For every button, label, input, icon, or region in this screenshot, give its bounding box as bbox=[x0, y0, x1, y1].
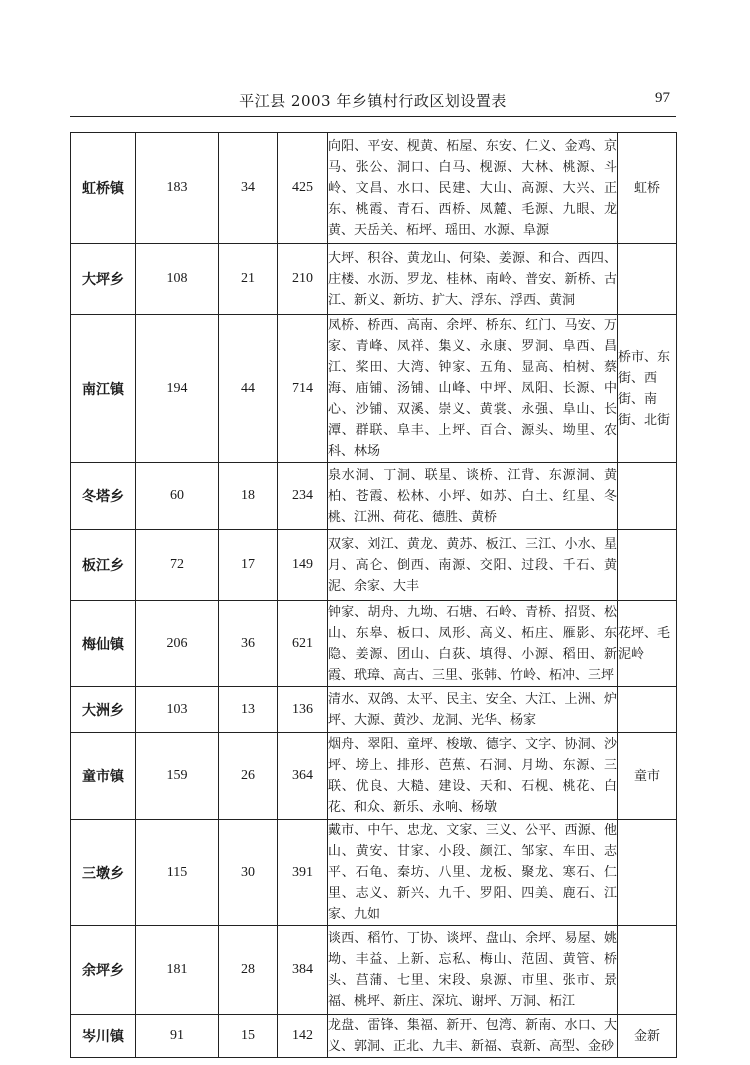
count-b: 28 bbox=[219, 926, 278, 1015]
town-name: 童市镇 bbox=[71, 733, 136, 820]
count-a: 206 bbox=[136, 601, 219, 687]
village-list: 谈西、稻竹、丁协、谈坪、盘山、余坪、易屋、姚坳、丰益、上新、忘私、梅山、范固、黄管、桥头、莒蒲、七里、宋段、泉源、市里、张市、景福、桃坪、新庄、深坑、谢坪、万洞、柘江 bbox=[328, 926, 618, 1015]
count-c: 621 bbox=[278, 601, 328, 687]
table-row bbox=[71, 463, 677, 530]
table-row bbox=[71, 733, 677, 820]
resident-committee bbox=[618, 926, 677, 1015]
page-header bbox=[70, 88, 676, 117]
page-title: 平江县 2003 年乡镇村行政区划设置表 bbox=[239, 92, 507, 110]
village-list: 泉水洞、丁洞、联星、谈桥、江背、东源洞、黄柏、苍霞、松林、小坪、如苏、白土、红星、冬桃、江洲、荷花、德胜、黄桥 bbox=[328, 463, 618, 530]
town-name: 大坪乡 bbox=[71, 244, 136, 315]
count-c: 142 bbox=[278, 1015, 328, 1058]
count-c: 234 bbox=[278, 463, 328, 530]
count-b: 18 bbox=[219, 463, 278, 530]
town-name: 梅仙镇 bbox=[71, 601, 136, 687]
count-b: 26 bbox=[219, 733, 278, 820]
town-name: 大洲乡 bbox=[71, 687, 136, 733]
town-name: 余坪乡 bbox=[71, 926, 136, 1015]
town-name: 三墩乡 bbox=[71, 820, 136, 926]
resident-committee bbox=[618, 820, 677, 926]
village-list: 戴市、中午、忠龙、文家、三义、公平、西源、他山、黄安、甘家、小段、颜江、邹家、车田、志平、石龟、秦坊、八里、龙板、聚龙、寒石、仁里、志义、新兴、九千、罗阳、四美、鹿石、江家、九如 bbox=[328, 820, 618, 926]
table-row bbox=[71, 133, 677, 244]
village-list: 清水、双鸽、太平、民主、安全、大江、上洲、炉坪、大源、黄沙、龙洞、光华、杨家 bbox=[328, 687, 618, 733]
village-list: 钟家、胡舟、九坳、石塘、石岭、青桥、招贤、松山、东皋、板口、凤形、高义、柘庄、雁影、东隐、姜源、团山、白荻、填得、小源、稻田、新霞、玳璋、高古、三里、张韩、竹岭、柘冲、三坪 bbox=[328, 601, 618, 687]
page-number: 97 bbox=[655, 90, 670, 106]
count-c: 149 bbox=[278, 530, 328, 601]
count-a: 183 bbox=[136, 133, 219, 244]
count-c: 425 bbox=[278, 133, 328, 244]
town-name: 南江镇 bbox=[71, 315, 136, 463]
count-b: 21 bbox=[219, 244, 278, 315]
division-table bbox=[70, 132, 677, 1058]
count-b: 44 bbox=[219, 315, 278, 463]
count-a: 115 bbox=[136, 820, 219, 926]
village-list: 烟舟、翠阳、童坪、梭墩、德字、文字、协洞、沙坪、塝上、排形、芭蕉、石洞、月坳、东源、三联、优良、大糙、建设、天和、石枧、桃花、白花、和众、新乐、永响、杨墩 bbox=[328, 733, 618, 820]
count-a: 91 bbox=[136, 1015, 219, 1058]
resident-committee bbox=[618, 244, 677, 315]
resident-committee: 童市 bbox=[618, 733, 677, 820]
table-row bbox=[71, 1015, 677, 1058]
count-b: 15 bbox=[219, 1015, 278, 1058]
count-b: 17 bbox=[219, 530, 278, 601]
count-a: 159 bbox=[136, 733, 219, 820]
count-c: 136 bbox=[278, 687, 328, 733]
count-b: 13 bbox=[219, 687, 278, 733]
town-name: 虹桥镇 bbox=[71, 133, 136, 244]
resident-committee: 花坪、毛泥岭 bbox=[618, 601, 677, 687]
village-list: 龙盘、雷锋、集福、新开、包湾、新南、水口、大义、郭洞、正北、九丰、新福、袁新、高型、金砂 bbox=[328, 1015, 618, 1058]
town-name: 板江乡 bbox=[71, 530, 136, 601]
table-row bbox=[71, 926, 677, 1015]
count-c: 384 bbox=[278, 926, 328, 1015]
count-b: 34 bbox=[219, 133, 278, 244]
table-row bbox=[71, 687, 677, 733]
resident-committee bbox=[618, 687, 677, 733]
count-a: 108 bbox=[136, 244, 219, 315]
resident-committee: 虹桥 bbox=[618, 133, 677, 244]
village-list: 凤桥、桥西、高南、余坪、桥东、红门、马安、万家、青峰、凤祥、集义、永康、罗洞、阜西、昌江、桨田、大湾、钟家、五角、显高、柏树、蔡海、庙铺、汤铺、山峰、中坪、凤阳、长源、中心、沙铺、双溪、崇义、黄裳、永强、阜山、长潭、群联、阜丰、上坪、百合、源头、坳里、农科、林场 bbox=[328, 315, 618, 463]
count-c: 391 bbox=[278, 820, 328, 926]
count-a: 72 bbox=[136, 530, 219, 601]
resident-committee bbox=[618, 463, 677, 530]
count-a: 103 bbox=[136, 687, 219, 733]
count-b: 30 bbox=[219, 820, 278, 926]
table-row bbox=[71, 315, 677, 463]
count-a: 194 bbox=[136, 315, 219, 463]
table-row bbox=[71, 530, 677, 601]
table-row bbox=[71, 244, 677, 315]
resident-committee: 桥市、东街、西街、南街、北街 bbox=[618, 315, 677, 463]
count-c: 210 bbox=[278, 244, 328, 315]
count-b: 36 bbox=[219, 601, 278, 687]
town-name: 冬塔乡 bbox=[71, 463, 136, 530]
count-a: 181 bbox=[136, 926, 219, 1015]
count-c: 714 bbox=[278, 315, 328, 463]
table-row bbox=[71, 820, 677, 926]
resident-committee: 金新 bbox=[618, 1015, 677, 1058]
village-list: 向阳、平安、枧黄、柘屋、东安、仁义、金鸡、京马、张公、洞口、白马、枧源、大林、桃源、斗岭、文昌、水口、民建、大山、高源、大兴、正东、桃霞、青石、西桥、凤麓、毛源、九眼、龙黄、天岳关、柘坪、瑶田、水源、阜源 bbox=[328, 133, 618, 244]
village-list: 大坪、积谷、黄龙山、何染、姜源、和合、西四、庄楼、水沥、罗龙、桂林、南岭、普安、新桥、古江、新义、新坊、扩大、浮东、浮西、黄洞 bbox=[328, 244, 618, 315]
count-c: 364 bbox=[278, 733, 328, 820]
town-name: 岑川镇 bbox=[71, 1015, 136, 1058]
count-a: 60 bbox=[136, 463, 219, 530]
resident-committee bbox=[618, 530, 677, 601]
village-list: 双家、刘江、黄龙、黄苏、板江、三江、小水、星月、高仑、倒西、南源、交阳、过段、千石、黄泥、余家、大丰 bbox=[328, 530, 618, 601]
table-row bbox=[71, 601, 677, 687]
